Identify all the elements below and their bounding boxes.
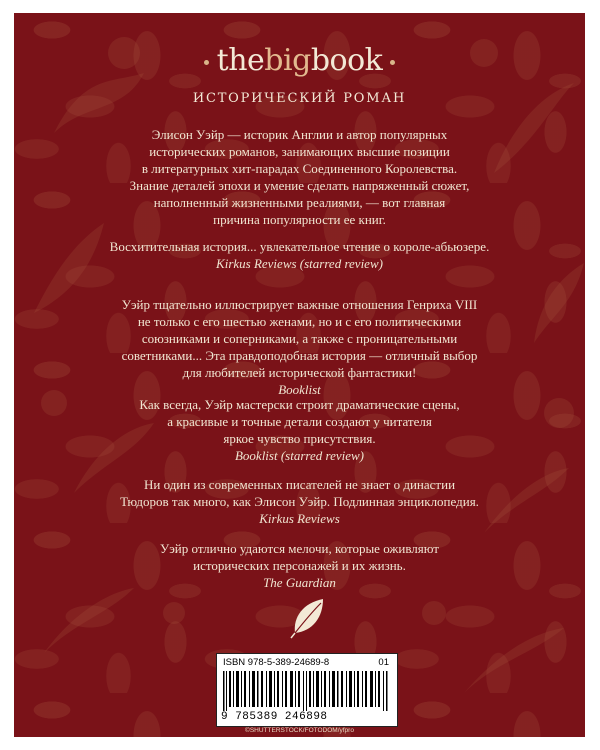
barcode-icon: [223, 671, 391, 711]
photo-credit: ©SHUTTERSTOCK/FOTODOM/yfpro: [245, 727, 354, 734]
review-2: [54, 296, 545, 398]
intro-line: Знание деталей эпохи и умение сделать напряженный сюжет,: [129, 178, 470, 193]
review-4: [54, 476, 545, 527]
review-5: [54, 540, 545, 591]
leaf-icon: [289, 595, 329, 639]
review-text: яркое чувство присутствия.: [223, 431, 376, 446]
logo-book: book: [310, 43, 383, 78]
review-source: The Guardian: [263, 575, 336, 590]
logo-the: the: [216, 43, 265, 78]
book-back-cover: [14, 13, 585, 737]
isbn-text: ISBN 978-5-389-24689-8: [223, 657, 330, 668]
review-text: советниками... Эта правдоподобная история — отличный выбор: [121, 348, 478, 363]
author-intro: [54, 126, 545, 228]
review-text: Тюдоров так много, как Элисон Уэйр. Подлинная энциклопедия.: [120, 494, 479, 509]
review-3: [54, 396, 545, 464]
review-source: Kirkus Reviews (starred review): [216, 256, 383, 271]
intro-line: исторических романов, занимающих высшие позиции: [149, 144, 450, 159]
intro-line: Элисон Уэйр — историк Англии и автор популярных: [151, 127, 448, 142]
review-text: для любителей исторической фантастики!: [182, 365, 417, 380]
review-text: союзниками и соперниками, а также с проницательными: [141, 331, 458, 346]
review-text: Как всегда, Уэйр мастерски строит драматические сцены,: [139, 397, 460, 412]
review-source: Booklist (starred review): [234, 448, 364, 463]
review-text: Уэйр тщательно иллюстрирует важные отношения Генриха VIII: [121, 297, 478, 312]
genre-subtitle: ИСТОРИЧЕСКИЙ РОМАН: [192, 91, 407, 106]
intro-line: в литературных хит-парадах Соединенного Королевства.: [141, 161, 458, 176]
logo-dot-right: [390, 60, 395, 65]
review-text: Восхитительная история... увлекательное чтение о короле-абьюзере.: [109, 239, 490, 254]
review-1: [54, 238, 545, 272]
barcode-label: [216, 653, 398, 727]
intro-line: наполненный жизненными реалиями, — вот главная: [153, 195, 446, 210]
logo-big: big: [264, 43, 311, 78]
review-source: Booklist: [278, 382, 321, 397]
series-logo: [14, 43, 585, 78]
review-source: Kirkus Reviews: [259, 511, 340, 526]
barcode-digits: 9 785389 246898: [221, 711, 328, 723]
review-text: исторических персонажей и их жизнь.: [193, 558, 406, 573]
isbn-addon: 01: [378, 657, 389, 668]
review-text: Уэйр отлично удаются мелочи, которые оживляют: [160, 541, 439, 556]
review-text: не только с его шестью женами, но и с его политическими: [137, 314, 462, 329]
review-text: Ни один из современных писателей не знает о династии: [143, 477, 456, 492]
intro-line: причина популярности ее книг.: [213, 212, 386, 227]
logo-dot-left: [204, 60, 209, 65]
review-text: а красивые и точные детали создают у читателя: [167, 414, 432, 429]
